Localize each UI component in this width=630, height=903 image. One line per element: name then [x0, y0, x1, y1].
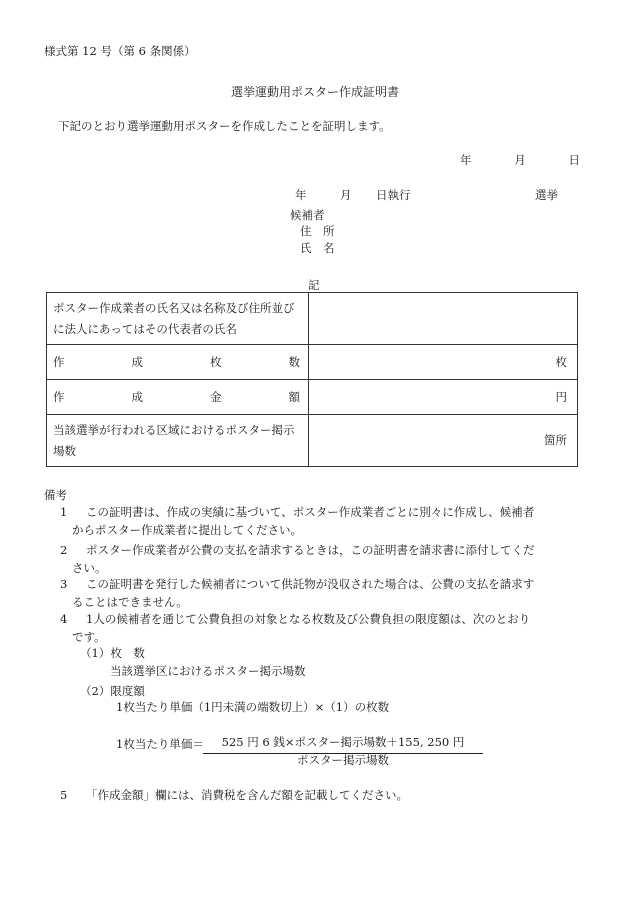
note-text-continued: からポスター作成業者に提出してください。 — [72, 523, 302, 537]
ki-heading: 記 — [308, 278, 320, 292]
sub-item-quantity-label: （1）枚 数 — [80, 646, 145, 660]
note-text-continued: です。 — [72, 630, 106, 644]
note-text: この証明書を発行した候補者について供託物が没収された場合は、公費の支払を請求す — [86, 577, 535, 591]
note-5 — [60, 790, 408, 802]
date-day-label: 日 — [568, 153, 580, 167]
quantity-label: 作成枚数 — [47, 345, 309, 380]
date-month-label: 月 — [514, 153, 526, 167]
formula-label: 1枚当たり単価＝ — [116, 737, 204, 751]
note-number: 5 — [60, 788, 68, 802]
board-count-label: 当該選挙が行われる区域におけるポスター掲示場数 — [47, 415, 309, 467]
table-row — [47, 380, 578, 415]
formula-numerator: 525 円 6 銭×ポスター掲示場数＋155, 250 円 — [203, 737, 483, 754]
intro-text: 下記のとおり選挙運動用ポスターを作成したことを証明します。 — [58, 119, 391, 133]
table-row — [47, 415, 578, 467]
note-1 — [60, 503, 588, 539]
sub-item-quantity-value: 当該選挙区におけるポスター掲示場数 — [110, 664, 306, 678]
name-label: 氏 名 — [300, 241, 335, 255]
producer-value-cell — [309, 293, 578, 345]
date-year-label: 年 — [460, 153, 472, 167]
note-text-continued: さい。 — [72, 561, 107, 575]
sub-item-limit-label: （2）限度額 — [80, 684, 145, 698]
note-text: 1人の候補者を通じて公費負担の対象となる枚数及び公費負担の限度額は、次のとおり — [86, 612, 531, 626]
note-number: 1 — [60, 505, 68, 519]
certificate-table — [46, 292, 578, 467]
amount-label: 作成金額 — [47, 380, 309, 415]
election-month-label: 月 — [340, 188, 352, 202]
election-label: 選挙 — [535, 188, 558, 202]
formula-denominator: ポスター掲示場数 — [297, 753, 389, 767]
note-number: 4 — [60, 612, 68, 626]
note-2 — [60, 541, 588, 577]
election-year-label: 年 — [295, 188, 307, 202]
quantity-unit: 枚 — [309, 345, 578, 380]
issue-date-line — [460, 155, 580, 167]
note-text-continued: ることはできません。 — [72, 595, 188, 609]
producer-label: ポスター作成業者の氏名又は名称及び住所並びに法人にあってはその代表者の氏名 — [47, 293, 309, 345]
address-label: 住 所 — [300, 224, 335, 238]
table-row — [47, 293, 578, 345]
election-date-line — [295, 190, 411, 202]
board-count-unit: 箇所 — [309, 415, 578, 467]
table-row — [47, 345, 578, 380]
page-title: 選挙運動用ポスター作成証明書 — [230, 85, 399, 99]
note-text: ポスター作成業者が公費の支払を請求するときは，この証明書を請求書に添付してくだ — [86, 543, 535, 557]
note-number: 3 — [60, 577, 68, 591]
sub-item-limit-value: 1枚当たり単価（1円未満の端数切上）×（1）の枚数 — [116, 700, 390, 714]
note-number: 2 — [60, 543, 68, 557]
note-text: この証明書は、作成の実績に基づいて、ポスター作成業者ごとに別々に作成し、候補者 — [86, 505, 535, 519]
amount-unit: 円 — [309, 380, 578, 415]
note-3 — [60, 575, 588, 611]
note-text: 「作成金額」欄には、消費税を含んだ額を記載してください。 — [86, 788, 408, 802]
form-number: 様式第 12 号（第 6 条関係） — [44, 44, 196, 58]
candidate-label: 候補者 — [290, 208, 325, 222]
election-held-label: 日執行 — [376, 188, 411, 202]
notes-heading: 備考 — [44, 488, 67, 502]
note-4 — [60, 610, 588, 646]
